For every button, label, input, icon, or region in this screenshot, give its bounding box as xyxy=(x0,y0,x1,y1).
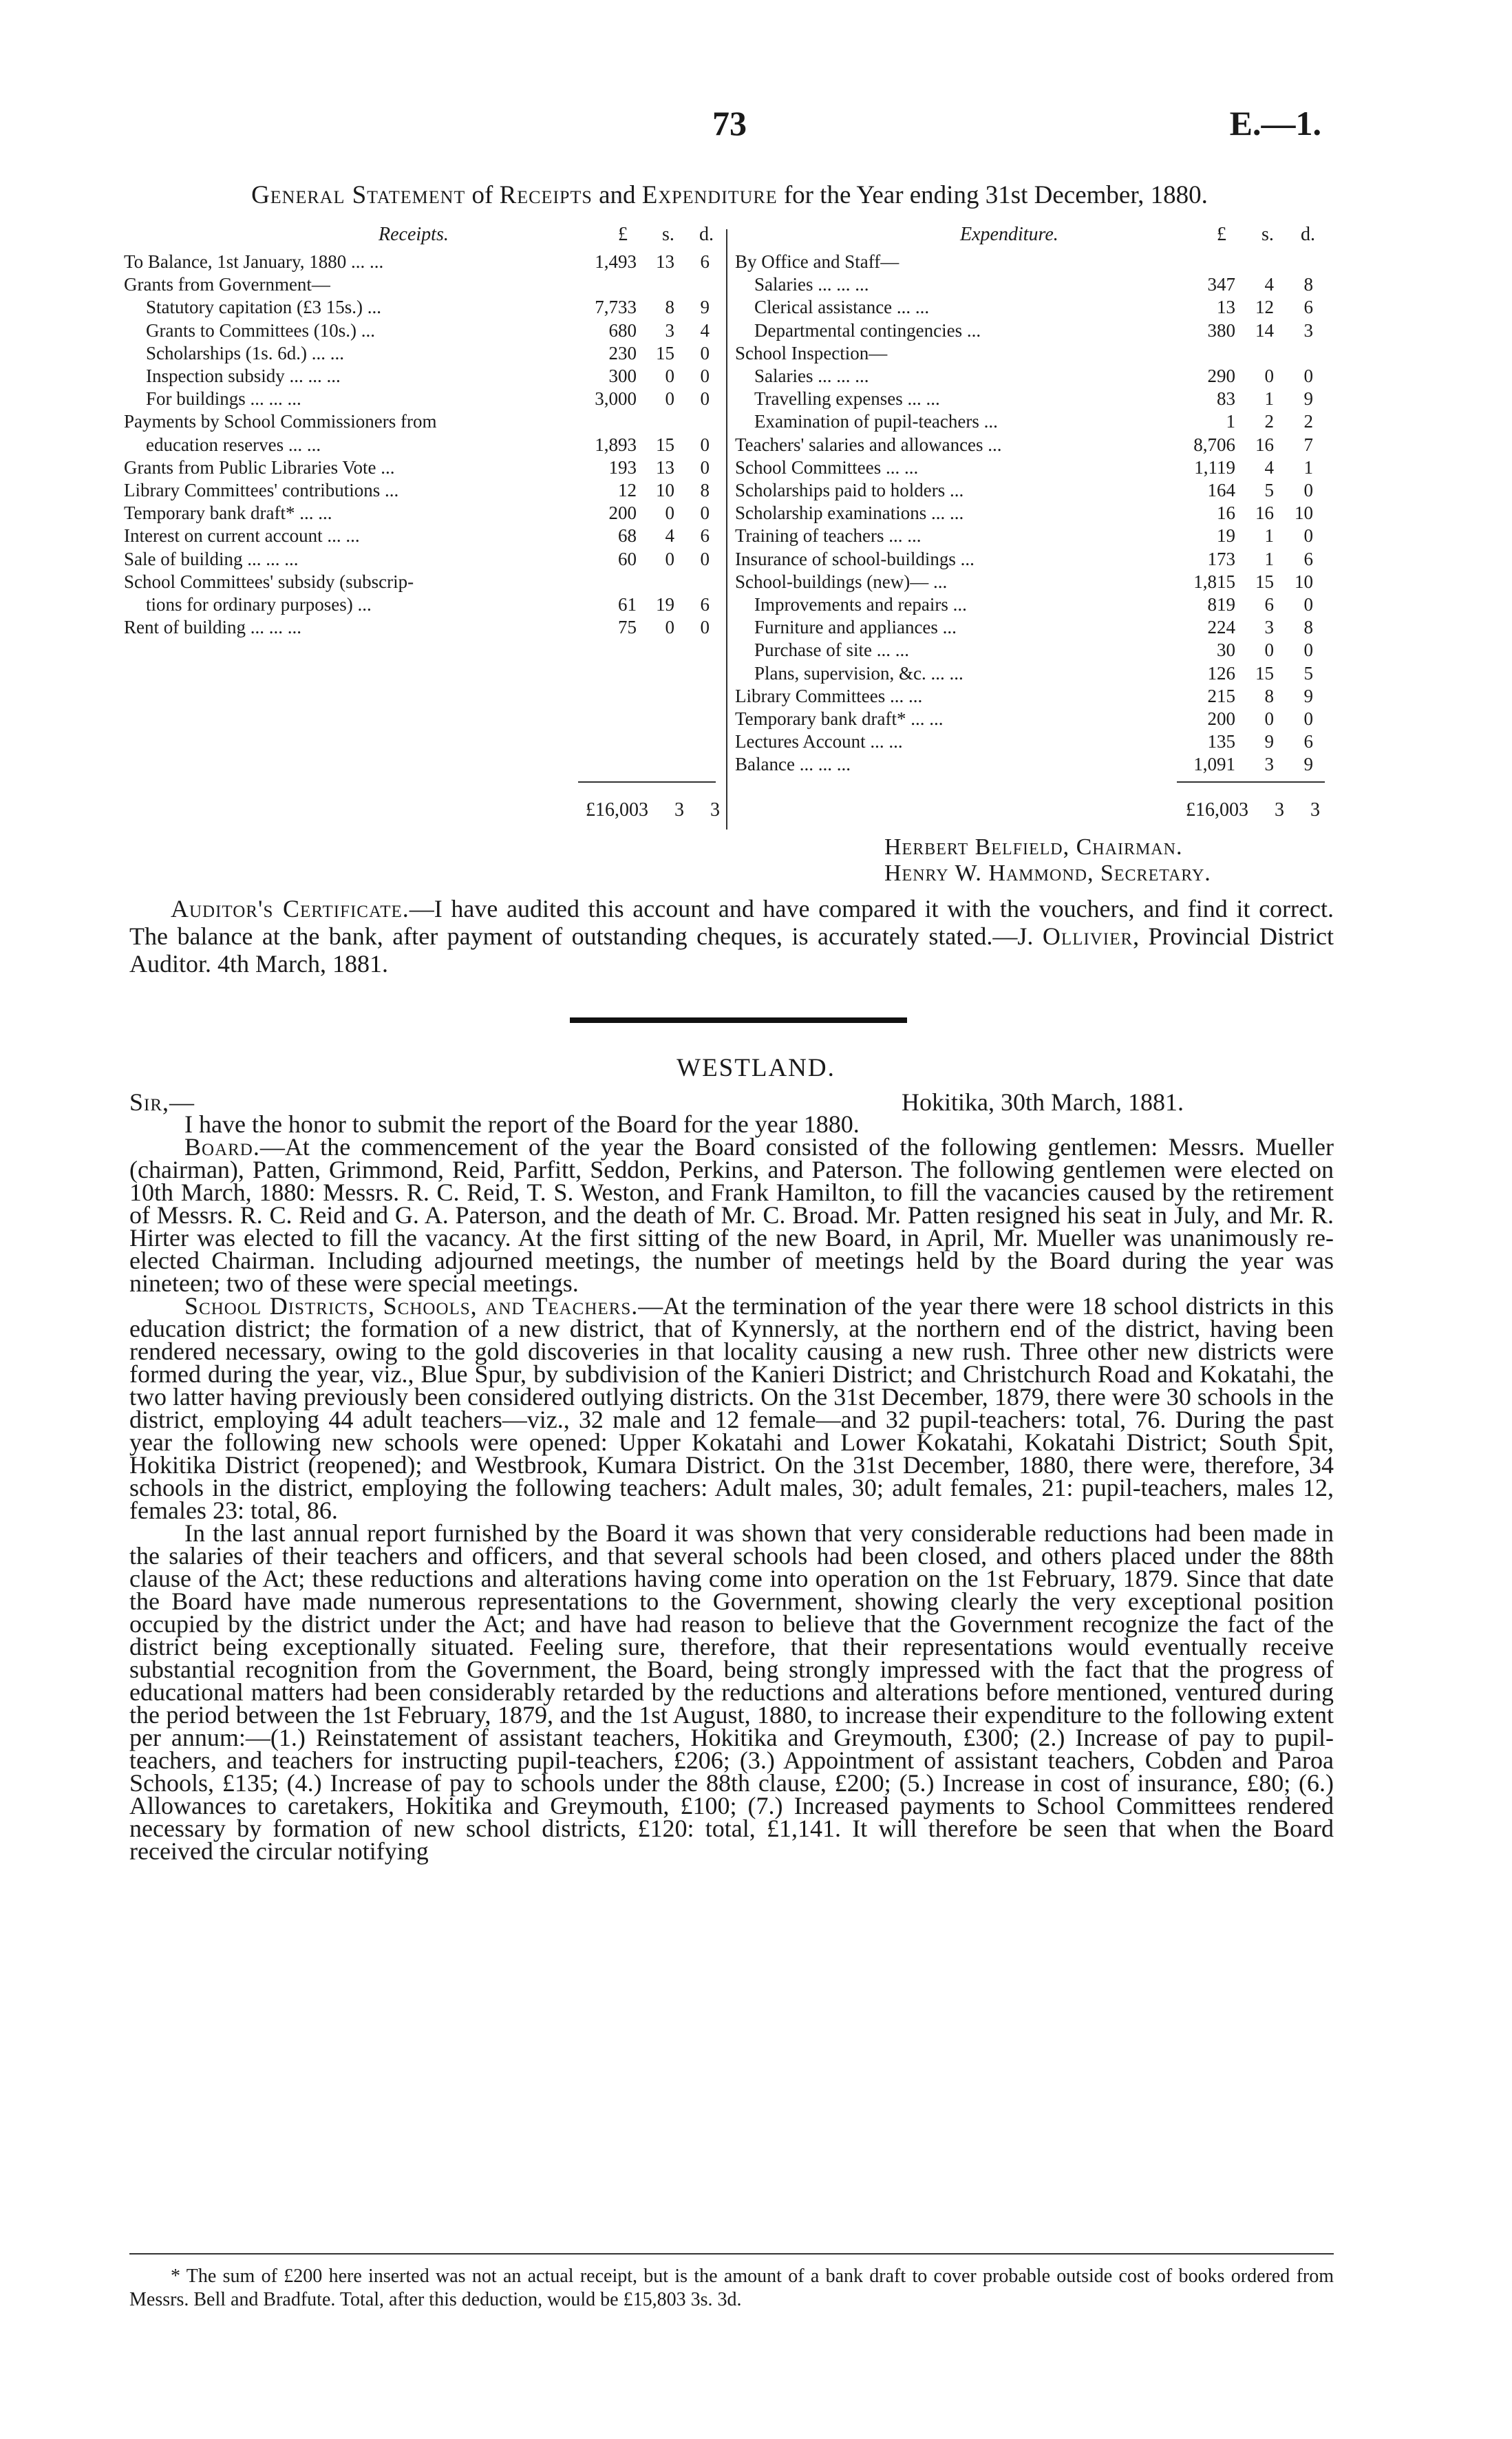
receipt-row-shillings: 15 xyxy=(656,342,674,363)
receipt-row-shillings: 0 xyxy=(665,503,674,524)
receipts-pence-head: d. xyxy=(699,224,714,245)
receipt-row-label: Library Committees' contributions ... xyxy=(124,480,399,500)
expenditure-row-label: Purchase of site ... ... xyxy=(754,640,909,661)
expenditure-row xyxy=(735,571,1334,593)
receipt-row xyxy=(124,549,723,571)
receipt-row-pounds: 200 xyxy=(608,503,637,524)
expenditure-row-label: Temporary bank draft* ... ... xyxy=(735,708,944,729)
expenditure-row-pence: 2 xyxy=(1303,411,1313,432)
expenditure-row xyxy=(735,388,1334,410)
expenditure-row-shillings: 8 xyxy=(1264,685,1274,706)
auditor-certificate xyxy=(129,895,1334,978)
receipt-row xyxy=(124,503,723,525)
expenditure-row xyxy=(735,320,1334,342)
receipt-row-label: Grants from Public Libraries Vote ... xyxy=(124,456,395,478)
receipt-row-pounds: 680 xyxy=(608,319,637,341)
receipt-row xyxy=(124,274,723,296)
receipts-total-pence: 3 xyxy=(710,799,720,821)
receipt-row-pence: 6 xyxy=(700,251,710,272)
expenditure-row-shillings: 9 xyxy=(1264,731,1274,752)
paragraph-reductions: In the last annual report furnished by the Board it was shown that very considerable reductions had been made in the salaries of their teachers and officers, and that several schools had been closed, and others placed under the 88th clause of the Act; these reductions and alterations having come into operation on the 1st February, 1879. Since that date the Board have made numerous representations to the Government, showing clearly the very exceptional position occupied by the district under the Act; and have had reason to believe that the Government recognize the fact of the district being exceptionally situated. Feeling sure, therefore, that their representations would eventually receive substantial recognition from the Government, the Board, being strongly impressed with the fact that the progress of educational matters had been considerably retarded by the reductions and alterations before mentioned, ventured during the period between the 1st February, 1879, and the 1st August, 1880, to increase their expenditure to the following extent per annum:—(1.) Reinstatement of assistant teachers, Hokitika and Greymouth, £300; (2.) Increase of pay to pupil-teachers, and teachers for instructing pupil-teachers, £206; (3.) Appointment of assistant teachers, Cobden and Paroa Schools, £135; (4.) Increase of pay to schools under the 88th clause, £200; (5.) Increase in cost of insurance, £80; (6.) Allowances to caretakers, Hokitika and Greymouth, £100; (7.) Increased payments to School Committees rendered necessary by formation of new school districts, £120: total, £1,141. It will therefore be seen that when the Board received the circular notifying xyxy=(129,1519,1334,1865)
expenditure-row-pence: 7 xyxy=(1303,434,1313,455)
dateline: Hokitika, 30th March, 1881. xyxy=(902,1088,1184,1116)
expenditure-row-label: Insurance of school-buildings ... xyxy=(735,548,975,569)
receipt-row-shillings: 15 xyxy=(656,434,674,455)
expenditure-row-label: Plans, supervision, &c. ... ... xyxy=(754,662,963,684)
expenditure-row-shillings: 5 xyxy=(1264,480,1274,500)
footnote-rule xyxy=(129,2253,1334,2255)
receipt-row xyxy=(124,297,723,319)
expenditure-row-label: Clerical assistance ... ... xyxy=(754,297,930,318)
receipt-row-shillings: 13 xyxy=(656,456,674,478)
expenditure-row-shillings: 4 xyxy=(1264,456,1274,478)
receipt-row-pence: 0 xyxy=(700,366,710,386)
auditor-name: Ollivier xyxy=(1042,922,1133,950)
expenditure-row-pence: 0 xyxy=(1303,480,1313,500)
receipt-row-shillings: 13 xyxy=(656,251,674,272)
expenditure-row-pounds: 164 xyxy=(1207,480,1235,500)
expenditure-row xyxy=(735,617,1334,639)
expenditure-row-pounds: 13 xyxy=(1217,297,1235,318)
receipt-row-pence: 0 xyxy=(700,503,710,524)
expenditure-row xyxy=(735,297,1334,319)
receipt-row-pounds: 60 xyxy=(618,548,637,569)
certificate-tail: , Provincial District Auditor. 4th March, 1881. xyxy=(129,922,1334,978)
receipt-row-shillings: 10 xyxy=(656,480,674,500)
section-title: WESTLAND. xyxy=(677,1054,835,1082)
expenditure-row-pounds: 819 xyxy=(1207,594,1235,615)
receipt-row-label: Interest on current account ... ... xyxy=(124,525,360,547)
receipt-row-pounds: 1,493 xyxy=(595,251,637,272)
title-year: for the Year ending 31st December, 1880. xyxy=(777,181,1208,209)
receipt-row xyxy=(124,617,723,639)
expenditure-row-pounds: 30 xyxy=(1217,640,1235,661)
board-lead: Board. xyxy=(184,1133,260,1161)
expenditure-row-pounds: 1,091 xyxy=(1193,754,1235,775)
expenditure-row-pence: 10 xyxy=(1295,571,1313,592)
expenditure-pounds-head: £ xyxy=(1217,224,1226,245)
expenditure-row-pounds: 173 xyxy=(1207,548,1235,569)
expenditure-row xyxy=(735,366,1334,388)
expenditure-row-label: Lectures Account ... ... xyxy=(735,731,903,752)
receipt-row xyxy=(124,366,723,388)
expenditure-total xyxy=(1164,799,1320,821)
expenditure-row-shillings: 0 xyxy=(1264,366,1274,386)
ledger-table xyxy=(124,224,1335,830)
expenditure-row xyxy=(735,663,1334,685)
receipt-row-pounds: 3,000 xyxy=(595,388,637,410)
receipt-row-pence: 8 xyxy=(700,480,710,500)
title-receipts: Receipts xyxy=(499,181,593,209)
expenditure-row-label: Scholarship examinations ... ... xyxy=(735,503,964,524)
expenditure-row-pounds: 347 xyxy=(1207,274,1235,295)
receipt-row-pence: 0 xyxy=(700,388,710,410)
expenditure-row xyxy=(735,754,1334,776)
expenditure-row xyxy=(735,549,1334,571)
expenditure-row-label: Examination of pupil-teachers ... xyxy=(754,411,998,432)
expenditure-row-label: Furniture and appliances ... xyxy=(754,617,957,638)
receipt-row xyxy=(124,343,723,365)
ledger-centre-rule xyxy=(726,229,727,830)
expenditure-row-pounds: 380 xyxy=(1207,319,1235,341)
expenditure-row-pence: 0 xyxy=(1303,708,1313,729)
expenditure-row-label: Balance ... ... ... xyxy=(735,754,851,775)
expenditure-row-label: School-buildings (new)— ... xyxy=(735,571,948,592)
expenditure-row-shillings: 6 xyxy=(1264,594,1274,615)
expenditure-row-label: Scholarships paid to holders ... xyxy=(735,480,964,500)
receipt-row-shillings: 8 xyxy=(665,297,674,318)
expenditure-row-shillings: 3 xyxy=(1264,617,1274,638)
receipt-row-pence: 4 xyxy=(700,319,710,341)
expenditure-row-label: Library Committees ... ... xyxy=(735,685,923,706)
expenditure-total-rule xyxy=(1177,781,1325,783)
expenditure-row xyxy=(735,457,1334,479)
paragraph-intro: I have the honor to submit the report of the Board for the year 1880. xyxy=(184,1110,860,1138)
receipt-row-label: Scholarships (1s. 6d.) ... ... xyxy=(146,342,344,363)
receipts-total-pounds: £16,003 xyxy=(586,799,648,821)
page-number: 73 xyxy=(712,104,747,142)
expenditure-row-pence: 0 xyxy=(1303,594,1313,615)
expenditure-row-label: Travelling expenses ... ... xyxy=(754,388,940,410)
receipt-row-pence: 0 xyxy=(700,342,710,363)
expenditure-row-shillings: 1 xyxy=(1264,548,1274,569)
expenditure-row-pence: 1 xyxy=(1303,456,1313,478)
receipt-row-pounds: 1,893 xyxy=(595,434,637,455)
expenditure-row-pence: 9 xyxy=(1303,388,1313,410)
receipt-row-label: Grants to Committees (10s.) ... xyxy=(146,319,375,341)
expenditure-total-pence: 3 xyxy=(1310,799,1320,821)
expenditure-row-pence: 6 xyxy=(1303,731,1313,752)
receipt-row-label: To Balance, 1st January, 1880 ... ... xyxy=(124,251,384,272)
board-text: —At the commencement of the year the Board consisted of the following gentlemen: Messrs. Mueller (chairman), Patten, Grimmond, Reid, Parfitt, Seddon, Perkins, and Paterson. The following gentlemen were elected on 10th March, 1880: Messrs. R. C. Reid, T. S. Weston, and Frank Hamilton, to fill the vacancies caused by the retirement of Messrs. R. C. Reid and G. A. Paterson, and the death of Mr. C. Broad. Mr. Patten resigned his seat in July, and Mr. R. Hirter was elected to fill the vacancy. At the first sitting of the new Board, in April, Mr. Mueller was unanimously re-elected Chairman. Including adjourned meetings, the number of meetings held by the Board during the year was nineteen; two of these were special meetings. xyxy=(129,1133,1334,1297)
expenditure-row-pounds: 215 xyxy=(1207,685,1235,706)
expenditure-row-pence: 3 xyxy=(1303,319,1313,341)
receipt-row-label: Payments by School Commissioners from xyxy=(124,411,437,432)
receipt-row-pence: 6 xyxy=(700,525,710,547)
expenditure-row-shillings: 2 xyxy=(1264,411,1274,432)
report-body xyxy=(129,1110,1334,1865)
expenditure-row-label: Salaries ... ... ... xyxy=(754,274,869,295)
expenditure-row-shillings: 1 xyxy=(1264,525,1274,547)
expenditure-row-shillings: 16 xyxy=(1255,503,1274,524)
receipt-row xyxy=(124,480,723,502)
receipt-row-shillings: 0 xyxy=(665,548,674,569)
receipt-row-pounds: 68 xyxy=(618,525,637,547)
expenditure-shillings-head: s. xyxy=(1261,224,1274,245)
salutation: Sir,— xyxy=(129,1088,195,1116)
expenditure-row-pence: 0 xyxy=(1303,640,1313,661)
paragraph-districts xyxy=(129,1292,1334,1524)
expenditure-row xyxy=(735,503,1334,525)
receipt-row xyxy=(124,525,723,547)
receipt-row-shillings: 3 xyxy=(665,319,674,341)
expenditure-row-pounds: 290 xyxy=(1207,366,1235,386)
expenditure-row-pence: 8 xyxy=(1303,617,1313,638)
expenditure-row-label: Training of teachers ... ... xyxy=(735,525,922,547)
receipt-row-pounds: 61 xyxy=(618,594,637,615)
receipt-row xyxy=(124,571,723,593)
receipt-row-label: For buildings ... ... ... xyxy=(146,388,301,410)
expenditure-row xyxy=(735,411,1334,433)
expenditure-row-pounds: 8,706 xyxy=(1193,434,1235,455)
section-divider xyxy=(570,1017,907,1023)
expenditure-row-shillings: 12 xyxy=(1255,297,1274,318)
expenditure-row-label: Improvements and repairs ... xyxy=(754,594,967,615)
receipt-row-pence: 6 xyxy=(700,594,710,615)
expenditure-row-label: Salaries ... ... ... xyxy=(754,366,869,386)
paragraph-board xyxy=(129,1133,1334,1297)
expenditure-row-pence: 9 xyxy=(1303,685,1313,706)
expenditure-row-pence: 8 xyxy=(1303,274,1313,295)
expenditure-row-pounds: 224 xyxy=(1207,617,1235,638)
expenditure-row-shillings: 0 xyxy=(1264,640,1274,661)
receipt-row-label: tions for ordinary purposes) ... xyxy=(146,594,372,615)
receipt-row-shillings: 4 xyxy=(665,525,674,547)
receipts-heading: Receipts. xyxy=(379,224,449,245)
receipts-pounds-head: £ xyxy=(618,224,628,245)
districts-lead: School Districts, Schools, and Teachers. xyxy=(184,1292,639,1320)
expenditure-row-pounds: 19 xyxy=(1217,525,1235,547)
receipt-row xyxy=(124,434,723,456)
expenditure-row-pounds: 126 xyxy=(1207,662,1235,684)
receipt-row-label: School Committees' subsidy (subscrip- xyxy=(124,571,414,592)
receipt-row xyxy=(124,457,723,479)
receipt-row-shillings: 0 xyxy=(665,388,674,410)
receipt-row-pence: 0 xyxy=(700,456,710,478)
receipt-row-shillings: 0 xyxy=(665,366,674,386)
receipt-row xyxy=(124,320,723,342)
certificate-text: —I have audited this account and have compared it with the vouchers, and find it correct. The balance at the bank, after payment of outstanding cheques, is accurately stated.—J. xyxy=(129,895,1334,950)
expenditure-total-shillings: 3 xyxy=(1275,799,1284,821)
receipt-row-pounds: 7,733 xyxy=(595,297,637,318)
receipt-row-pence: 0 xyxy=(700,434,710,455)
receipt-row-label: Temporary bank draft* ... ... xyxy=(124,503,332,524)
expenditure-row-shillings: 15 xyxy=(1255,662,1274,684)
expenditure-row-label: Departmental contingencies ... xyxy=(754,319,981,341)
receipt-row-pounds: 300 xyxy=(608,366,637,386)
expenditure-row xyxy=(735,640,1334,662)
expenditure-row-shillings: 14 xyxy=(1255,319,1274,341)
expenditure-heading: Expenditure. xyxy=(960,224,1058,245)
receipt-row-pounds: 75 xyxy=(618,617,637,638)
expenditure-row xyxy=(735,686,1334,708)
expenditure-row xyxy=(735,708,1334,730)
expenditure-pence-head: d. xyxy=(1301,224,1315,245)
receipt-row-shillings: 0 xyxy=(665,617,674,638)
expenditure-row-shillings: 1 xyxy=(1264,388,1274,410)
receipt-row-label: Sale of building ... ... ... xyxy=(124,548,299,569)
expenditure-row-shillings: 3 xyxy=(1264,754,1274,775)
chairman-signature: Herbert Belfield, Chairman. xyxy=(884,834,1183,860)
receipt-row-pence: 0 xyxy=(700,617,710,638)
expenditure-row-shillings: 4 xyxy=(1264,274,1274,295)
receipt-row xyxy=(124,388,723,410)
receipts-total-shillings: 3 xyxy=(674,799,684,821)
receipt-row-pence: 9 xyxy=(700,297,710,318)
expenditure-row-pence: 6 xyxy=(1303,548,1313,569)
expenditure-row-pence: 9 xyxy=(1303,754,1313,775)
receipt-row-pounds: 230 xyxy=(608,342,637,363)
expenditure-row-pounds: 200 xyxy=(1207,708,1235,729)
expenditure-row-pounds: 1 xyxy=(1226,411,1235,432)
footnote: * The sum of £200 here inserted was not an actual receipt, but is the amount of a bank draft to cover probable outside cost of books ordered from Messrs. Bell and Bradfute. Total, after this deduction, would be £15,803 3s. 3d. xyxy=(129,2266,1334,2310)
secretary-signature: Henry W. Hammond, Secretary. xyxy=(884,860,1211,886)
expenditure-row-pounds: 1,815 xyxy=(1193,571,1235,592)
expenditure-row-pence: 10 xyxy=(1295,503,1313,524)
expenditure-row xyxy=(735,594,1334,616)
receipt-row xyxy=(124,411,723,433)
expenditure-row-pounds: 16 xyxy=(1217,503,1235,524)
title-expenditure: Expenditure xyxy=(641,181,778,209)
expenditure-row xyxy=(735,343,1334,365)
expenditure-row-shillings: 16 xyxy=(1255,434,1274,455)
receipt-row-pounds: 193 xyxy=(608,456,637,478)
expenditure-row-label: School Inspection— xyxy=(735,342,888,363)
expenditure-row-label: By Office and Staff— xyxy=(735,251,899,272)
receipt-row xyxy=(124,251,723,273)
receipt-row-label: Statutory capitation (£3 15s.) ... xyxy=(146,297,381,318)
expenditure-row-pence: 6 xyxy=(1303,297,1313,318)
expenditure-row-shillings: 0 xyxy=(1264,708,1274,729)
statement-title xyxy=(138,180,1321,210)
receipts-shillings-head: s. xyxy=(662,224,674,245)
receipt-row-pounds: 12 xyxy=(618,480,637,500)
title-of: of xyxy=(465,181,500,209)
expenditure-row-pounds: 1,119 xyxy=(1194,456,1235,478)
receipt-row-label: Grants from Government— xyxy=(124,274,330,295)
receipt-row-label: education reserves ... ... xyxy=(146,434,321,455)
expenditure-row-pounds: 83 xyxy=(1217,388,1235,410)
expenditure-row-pence: 0 xyxy=(1303,525,1313,547)
expenditure-row-shillings: 15 xyxy=(1255,571,1274,592)
expenditure-row-pence: 0 xyxy=(1303,366,1313,386)
page-header xyxy=(131,103,1328,151)
expenditure-row xyxy=(735,480,1334,502)
expenditure-row-label: School Committees ... ... xyxy=(735,456,919,478)
series-code: E.—1. xyxy=(1229,104,1321,142)
certificate-lead: Auditor's Certificate. xyxy=(171,895,409,922)
expenditure-row xyxy=(735,274,1334,296)
receipts-total xyxy=(564,799,720,821)
expenditure-row-pounds: 135 xyxy=(1207,731,1235,752)
receipt-row-shillings: 19 xyxy=(656,594,674,615)
receipt-row xyxy=(124,594,723,616)
expenditure-row-pence: 5 xyxy=(1303,662,1313,684)
expenditure-row xyxy=(735,434,1334,456)
receipt-row-label: Inspection subsidy ... ... ... xyxy=(146,366,341,386)
title-general-statement: General Statement xyxy=(251,181,466,209)
title-and: and xyxy=(592,181,642,209)
expenditure-row xyxy=(735,731,1334,753)
expenditure-row-label: Teachers' salaries and allowances ... xyxy=(735,434,1002,455)
receipt-row-label: Rent of building ... ... ... xyxy=(124,617,301,638)
expenditure-row xyxy=(735,251,1334,273)
districts-text: —At the termination of the year there were 18 school districts in this education district; the formation of a new district, that of Kynnersly, at the northern end of the district, having been rendered necessary, owing to the gold discoveries in that locality causing a new rush. Three other new districts were formed during the year, viz., Blue Spur, by subdivision of the Kanieri District; and Christchurch Road and Kokatahi, the two latter having previously been considered outlying districts. On the 31st December, 1879, there were 30 schools in the district, employing 44 adult teachers—viz., 32 male and 12 female—and 32 pupil-teachers: total, 76. During the past year the following new schools were opened: Upper Kokatahi and Lower Kokatahi, Kokatahi District; South Spit, Hokitika District (reopened); and Westbrook, Kumara District. On the 31st December, 1880, there were, therefore, 34 schools in the district, employing the following teachers: Adult males, 30; adult females, 21: pupil-teachers, males 12, females 23: total, 86. xyxy=(129,1292,1334,1524)
receipt-row-pence: 0 xyxy=(700,548,710,569)
expenditure-row xyxy=(735,525,1334,547)
receipts-total-rule xyxy=(578,781,716,783)
expenditure-total-pounds: £16,003 xyxy=(1186,799,1248,821)
